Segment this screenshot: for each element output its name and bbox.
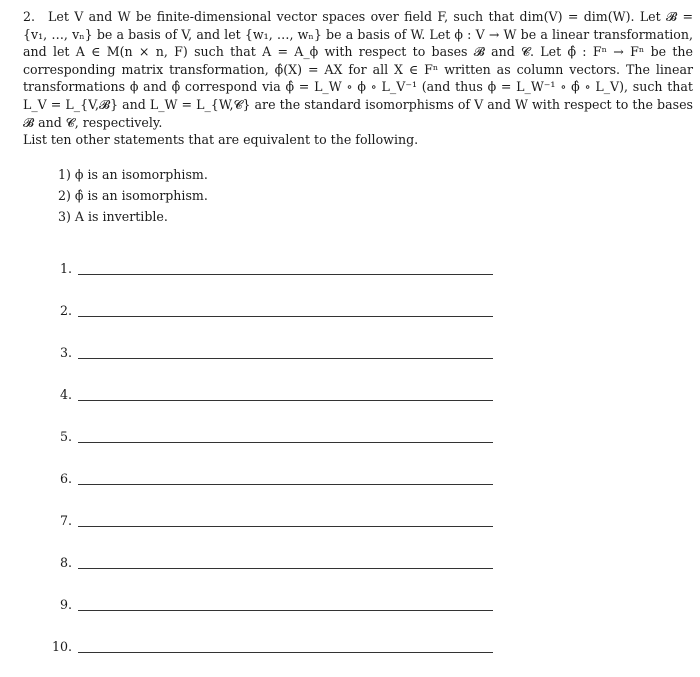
answer-line[interactable] bbox=[0, 344, 700, 362]
answer-line[interactable] bbox=[0, 428, 700, 446]
given-statements bbox=[58, 164, 208, 227]
answer-number: 6. bbox=[59, 471, 72, 486]
answer-blank[interactable] bbox=[78, 610, 493, 611]
problem-number: 2. bbox=[23, 9, 36, 24]
answer-number: 5. bbox=[59, 429, 72, 444]
answer-line[interactable] bbox=[0, 302, 700, 320]
statement-1: 1) ϕ is an isomorphism. bbox=[58, 167, 208, 182]
answer-number: 8. bbox=[59, 555, 72, 570]
answer-number: 4. bbox=[59, 387, 72, 402]
answer-number: 1. bbox=[59, 261, 72, 276]
answer-blank[interactable] bbox=[78, 484, 493, 485]
answer-blank[interactable] bbox=[78, 568, 493, 569]
answer-blank[interactable] bbox=[78, 358, 493, 359]
problem-text: Let V and W be finite-dimensional vector spaces over field F, such that dim(V) = dim(W). Let 𝓑 = {v₁, …, vₙ} be a basis of V, and let {w₁, …, wₙ} be a basis of W. Let ϕ : V → W be a linear transformation, and let A ∈ M(n × n, F) such that A = A_ϕ with respect to bases 𝓑 and 𝓒. Let ϕ̂ : Fⁿ → Fⁿ be the corresponding matrix transformation, ϕ̂(X) = AX for all X ∈ Fⁿ written as column vectors. The linear transformations ϕ and ϕ̂ correspond via ϕ̂ = L_W ∘ ϕ ∘ L_V⁻¹ (and thus ϕ = L_W⁻¹ ∘ ϕ̂ ∘ L_V), such that L_V = L_{V,𝓑} and L_W = L_{W,𝓒} are the standard isomorphisms of V and W with respect to the bases 𝓑 and 𝓒, respectively. bbox=[23, 9, 693, 130]
answer-line[interactable] bbox=[0, 638, 700, 656]
problem-prompt: List ten other statements that are equivalent to the following. bbox=[23, 132, 419, 148]
answer-number: 7. bbox=[59, 513, 72, 528]
answer-blank[interactable] bbox=[78, 274, 493, 275]
answer-blank[interactable] bbox=[78, 526, 493, 527]
answer-number: 9. bbox=[59, 597, 72, 612]
statement-3: 3) A is invertible. bbox=[58, 209, 168, 224]
answer-number: 10. bbox=[51, 639, 72, 654]
answer-line[interactable] bbox=[0, 260, 700, 278]
answer-blank[interactable] bbox=[78, 316, 493, 317]
answer-line[interactable] bbox=[0, 512, 700, 530]
statement-2: 2) ϕ̂ is an isomorphism. bbox=[58, 188, 208, 203]
answer-blank[interactable] bbox=[78, 652, 493, 653]
answer-blank[interactable] bbox=[78, 442, 493, 443]
answer-blank[interactable] bbox=[78, 400, 493, 401]
answer-number: 3. bbox=[59, 345, 72, 360]
answer-line[interactable] bbox=[0, 554, 700, 572]
answer-line[interactable] bbox=[0, 386, 700, 404]
answer-number: 2. bbox=[59, 303, 72, 318]
problem-2 bbox=[23, 8, 693, 149]
answer-line[interactable] bbox=[0, 470, 700, 488]
answer-line[interactable] bbox=[0, 596, 700, 614]
